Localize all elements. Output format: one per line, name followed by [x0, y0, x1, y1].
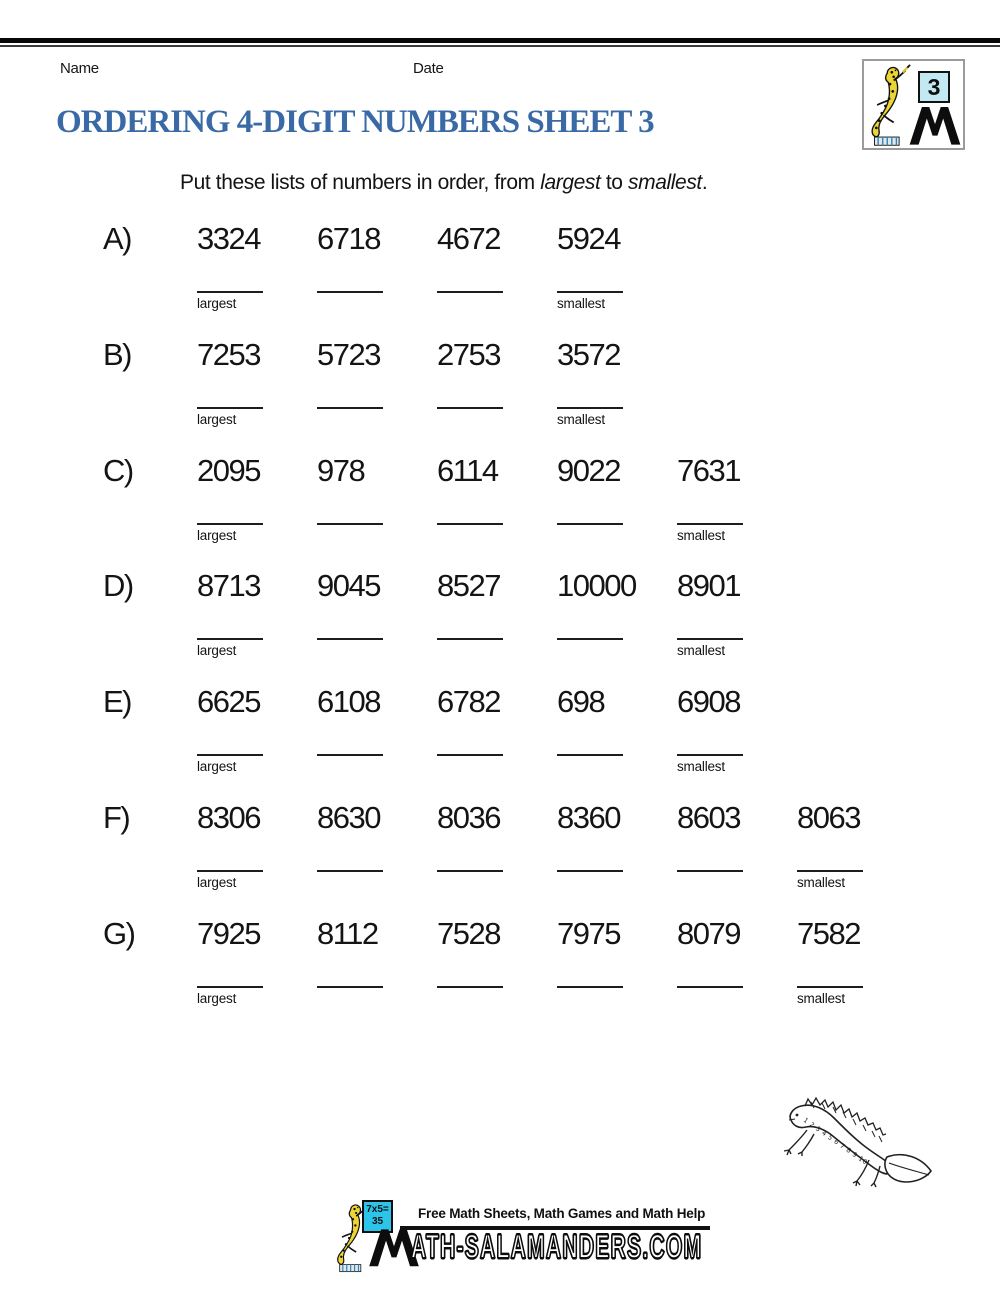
- answer-blank: [677, 638, 743, 640]
- row-number: 8112: [317, 915, 378, 951]
- row-label: F): [103, 800, 130, 835]
- row-label: E): [103, 684, 131, 720]
- row-number: 6782: [437, 684, 500, 720]
- row-number: 978: [317, 452, 365, 488]
- answer-blank: [797, 986, 863, 988]
- largest-label: largest: [197, 411, 237, 427]
- answer-blank: [197, 638, 263, 640]
- row-number: 5924: [557, 221, 620, 256]
- row-number: 7528: [437, 915, 500, 951]
- smallest-label: smallest: [677, 643, 725, 659]
- largest-label: largest: [197, 759, 237, 775]
- row-number: 8360: [557, 800, 620, 835]
- largest-label: largest: [197, 643, 237, 659]
- page-title: ORDERING 4-DIGIT NUMBERS SHEET 3: [56, 104, 654, 140]
- chalkboard-line1: 7x5=: [366, 1204, 389, 1215]
- row-number: 698: [557, 684, 605, 720]
- row-number: 4672: [437, 221, 500, 256]
- chalkboard-line2: 35: [371, 1216, 384, 1227]
- instruction-suffix: .: [701, 171, 708, 194]
- row-number: 2095: [197, 452, 260, 488]
- smallest-label: smallest: [677, 759, 725, 775]
- answer-blank: [677, 523, 743, 525]
- row-number: 8306: [197, 800, 260, 835]
- answer-blank: [437, 754, 503, 756]
- top-rule-thick: [0, 38, 1000, 43]
- newt-numbers-text: 1 2 3 4 5 6 7 8 9 10: [801, 1116, 869, 1167]
- worksheet-row: [0, 222, 1000, 328]
- answer-blank: [437, 291, 503, 293]
- answer-blank: [797, 870, 863, 872]
- row-number: 9045: [317, 568, 380, 604]
- answer-blank: [437, 986, 503, 988]
- answer-blank: [557, 754, 623, 756]
- answer-blank: [197, 870, 263, 872]
- worksheet-row: [0, 454, 1000, 560]
- instruction-smallest: smallest: [628, 171, 702, 194]
- date-label: Date: [413, 60, 444, 77]
- answer-blank: [557, 986, 623, 988]
- answer-blank: [197, 407, 263, 409]
- largest-label: largest: [197, 990, 237, 1006]
- row-label: G): [103, 915, 135, 951]
- name-label: Name: [60, 60, 99, 77]
- answer-blank: [437, 407, 503, 409]
- answer-blank: [317, 754, 383, 756]
- smallest-label: smallest: [797, 875, 845, 890]
- site-name-text: ATH-SALAMANDERS.COM: [411, 1228, 703, 1266]
- row-number: 7975: [557, 915, 620, 951]
- row-label: A): [103, 221, 131, 256]
- row-number: 10000: [557, 568, 636, 604]
- answer-blank: [677, 754, 743, 756]
- smallest-label: smallest: [797, 990, 845, 1006]
- answer-blank: [317, 986, 383, 988]
- worksheet-row: [0, 917, 1000, 1023]
- row-number: 7253: [197, 336, 260, 372]
- salamander-mascot-icon: [868, 64, 912, 148]
- sheet-number-board: 3: [918, 71, 950, 103]
- smallest-label: smallest: [677, 527, 725, 543]
- smallest-label: smallest: [557, 296, 605, 311]
- instruction-text: [180, 171, 707, 195]
- answer-blank: [437, 870, 503, 872]
- instruction-prefix: Put these lists of numbers in order, from: [180, 171, 541, 194]
- row-label: D): [103, 568, 133, 604]
- row-number: 6114: [437, 452, 498, 488]
- row-number: 8713: [197, 568, 260, 604]
- answer-blank: [317, 523, 383, 525]
- worksheet-row: [0, 685, 1000, 791]
- worksheet-row: [0, 801, 1000, 907]
- row-number: 3572: [557, 336, 620, 372]
- row-number: 9022: [557, 452, 620, 488]
- answer-blank: [317, 870, 383, 872]
- row-number: 8901: [677, 568, 740, 604]
- row-number: 8063: [797, 800, 860, 835]
- answer-blank: [437, 523, 503, 525]
- instruction-connector: to: [600, 171, 629, 194]
- answer-blank: [197, 523, 263, 525]
- answer-blank: [437, 638, 503, 640]
- row-number: 5723: [317, 336, 380, 372]
- row-number: 6108: [317, 684, 380, 720]
- answer-blank: [557, 523, 623, 525]
- answer-blank: [677, 986, 743, 988]
- row-number: 8527: [437, 568, 500, 604]
- answer-blank: [197, 986, 263, 988]
- row-number: 6908: [677, 684, 740, 720]
- answer-blank: [557, 291, 623, 293]
- numbered-newt-illustration: [781, 1094, 935, 1194]
- row-number: 7582: [797, 915, 860, 951]
- top-rule-thin: [0, 45, 1000, 47]
- instruction-largest: largest: [540, 171, 601, 194]
- row-label: B): [103, 336, 131, 372]
- row-number: 3324: [197, 221, 260, 256]
- largest-label: largest: [197, 875, 237, 890]
- answer-blank: [557, 638, 623, 640]
- footer-tagline: Free Math Sheets, Math Games and Math Help: [418, 1206, 706, 1221]
- largest-label: largest: [197, 296, 237, 311]
- smallest-label: smallest: [557, 411, 605, 427]
- answer-blank: [317, 638, 383, 640]
- answer-blank: [557, 407, 623, 409]
- row-number: 8036: [437, 800, 500, 835]
- largest-label: largest: [197, 527, 237, 543]
- worksheet-row: [0, 338, 1000, 444]
- row-label: C): [103, 452, 133, 488]
- worksheet-row: [0, 569, 1000, 675]
- answer-blank: [197, 754, 263, 756]
- row-number: 7925: [197, 915, 260, 951]
- answer-blank: [197, 291, 263, 293]
- row-number: 6625: [197, 684, 260, 720]
- answer-blank: [317, 291, 383, 293]
- answer-blank: [677, 870, 743, 872]
- row-number: 8630: [317, 800, 380, 835]
- salamanders-m-logo-icon: [908, 102, 962, 148]
- row-number: 8079: [677, 915, 740, 951]
- row-number: 2753: [437, 336, 500, 372]
- row-number: 8603: [677, 800, 740, 835]
- answer-blank: [317, 407, 383, 409]
- row-number: 6718: [317, 221, 380, 256]
- row-number: 7631: [677, 452, 740, 488]
- math-salamanders-badge: [862, 59, 965, 150]
- answer-blank: [557, 870, 623, 872]
